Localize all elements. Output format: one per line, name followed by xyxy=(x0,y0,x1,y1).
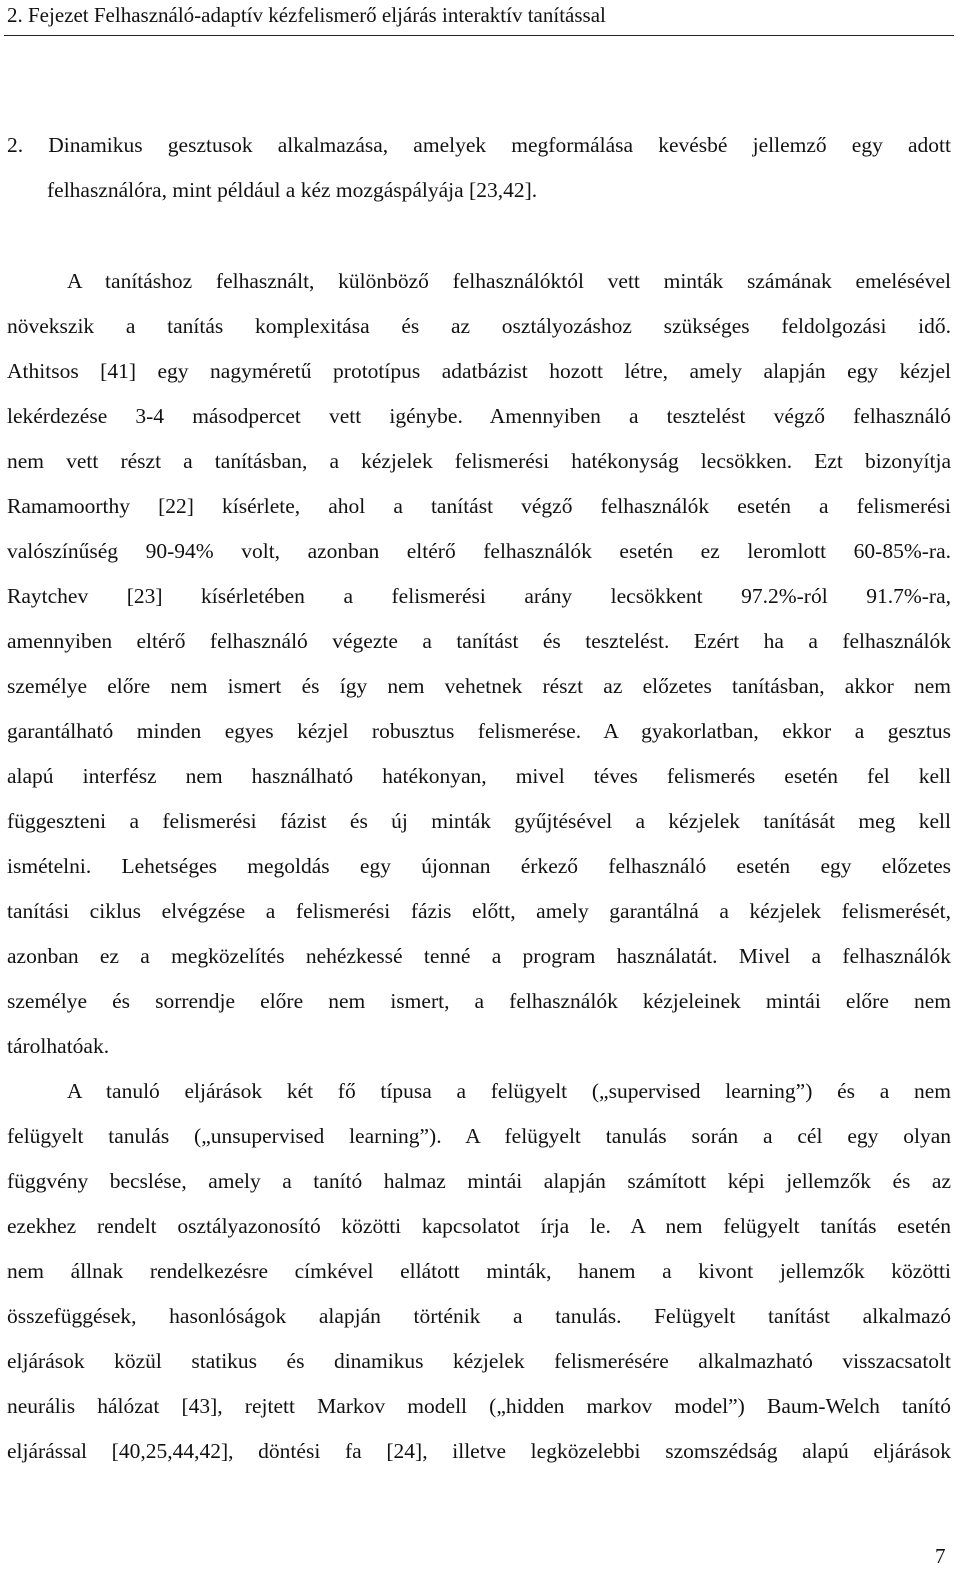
paragraph-1-line-1: A tanításhoz felhasznált, különböző felhasználóktól vett minták számának emelésével xyxy=(67,269,951,293)
paragraph-2-line-9: eljárással [40,25,44,42], döntési fa [24], illetve legközelebbi szomszédság alapú eljárások xyxy=(7,1439,951,1463)
paragraph-1-line-2: növekszik a tanítás komplexitása és az osztályozáshoz szükséges feldolgozási idő. xyxy=(7,314,951,338)
paragraph-2-line-6: összefüggések, hasonlóságok alapján történik a tanulás. Felügyelt tanítást alkalmazó xyxy=(7,1304,951,1328)
paragraph-1-line-10: személye előre nem ismert és így nem vehetnek részt az előzetes tanításban, akkor nem xyxy=(7,674,951,698)
header-rule xyxy=(4,35,954,36)
paragraph-1-line-3: Athitsos [41] egy nagyméretű prototípus adatbázist hozott létre, amely alapján egy kézjel xyxy=(7,359,951,383)
paragraph-1-line-8: Raytchev [23] kísérletében a felismerési arány lecsökkent 97.2%-ról 91.7%-ra, xyxy=(7,584,951,608)
paragraph-2-line-7: eljárások közül statikus és dinamikus kézjelek felismerésére alkalmazható visszacsatolt xyxy=(7,1349,951,1373)
paragraph-1-line-7: valószínűség 90-94% volt, azonban eltérő felhasználók esetén ez leromlott 60-85%-ra. xyxy=(7,539,951,563)
paragraph-1-line-16: azonban ez a megközelítés nehézkessé tenné a program használatát. Mivel a felhasználók xyxy=(7,944,951,968)
paragraph-1-line-5: nem vett részt a tanításban, a kézjelek felismerési hatékonyság lecsökken. Ezt bizonyítja xyxy=(7,449,951,473)
paragraph-2-line-3: függvény becslése, amely a tanító halmaz mintái alapján számított képi jellemzők és az xyxy=(7,1169,951,1193)
chapter-header: 2. Fejezet Felhasználó-adaptív kézfelismerő eljárás interaktív tanítással xyxy=(7,3,606,27)
paragraph-1-line-17: személye és sorrendje előre nem ismert, a felhasználók kézjeleinek mintái előre nem xyxy=(7,989,951,1013)
paragraph-2-line-8: neurális hálózat [43], rejtett Markov modell („hidden markov model”) Baum-Welch tanító xyxy=(7,1394,951,1418)
paragraph-1-line-6: Ramamoorthy [22] kísérlete, ahol a tanítást végző felhasználók esetén a felismerési xyxy=(7,494,951,518)
paragraph-2-line-4: ezekhez rendelt osztályazonosító közötti kapcsolatot írja le. A nem felügyelt tanítás esetén xyxy=(7,1214,951,1238)
paragraph-2-line-2: felügyelt tanulás („unsupervised learning”). A felügyelt tanulás során a cél egy olyan xyxy=(7,1124,951,1148)
paragraph-1-line-9: amennyiben eltérő felhasználó végezte a tanítást és tesztelést. Ezért ha a felhasználók xyxy=(7,629,951,653)
paragraph-2-line-5: nem állnak rendelkezésre címkével ellátott minták, hanem a kivont jellemzők közötti xyxy=(7,1259,951,1283)
paragraph-1-line-11: garantálható minden egyes kézjel robusztus felismerése. A gyakorlatban, ekkor a gesztus xyxy=(7,719,951,743)
paragraph-1-line-14: ismételni. Lehetséges megoldás egy újonnan érkező felhasználó esetén egy előzetes xyxy=(7,854,951,878)
paragraph-1-line-18: tárolhatóak. xyxy=(7,1034,110,1058)
paragraph-1-line-4: lekérdezése 3-4 másodpercet vett igénybe. Amennyiben a tesztelést végző felhasználó xyxy=(7,404,951,428)
list-item-2-line-2: felhasználóra, mint például a kéz mozgáspályája [23,42]. xyxy=(47,178,538,202)
paragraph-2-line-1: A tanuló eljárások két fő típusa a felügyelt („supervised learning”) és a nem xyxy=(67,1079,951,1103)
list-item-2-line-1: 2. Dinamikus gesztusok alkalmazása, amelyek megformálása kevésbé jellemző egy adott xyxy=(7,133,951,157)
paragraph-1-line-15: tanítási ciklus elvégzése a felismerési fázis előtt, amely garantálná a kézjelek felismerését, xyxy=(7,899,951,923)
page-number: 7 xyxy=(935,1544,946,1568)
paragraph-1-line-12: alapú interfész nem használható hatékonyan, mivel téves felismerés esetén fel kell xyxy=(7,764,951,788)
paragraph-1-line-13: függeszteni a felismerési fázist és új minták gyűjtésével a kézjelek tanítását meg kell xyxy=(7,809,951,833)
